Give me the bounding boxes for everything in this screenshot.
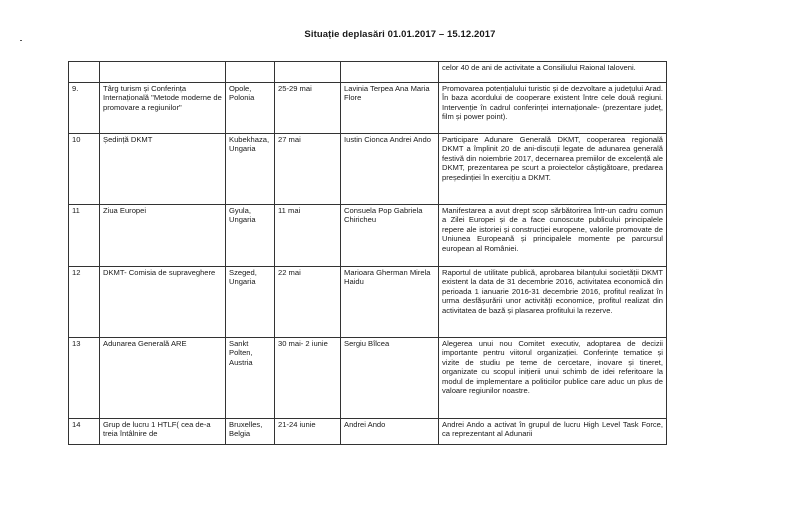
cell-date: 22 mai	[275, 267, 341, 338]
cell-description: Andrei Ando a activat în grupul de lucru High Level Task Force, ca reprezentant al Adunarii	[439, 419, 667, 445]
cell-nr: 14	[69, 419, 100, 445]
cell-people: Andrei Ando	[341, 419, 439, 445]
scan-speck	[20, 40, 22, 41]
cell-event: Adunarea Generală ARE	[100, 338, 226, 419]
cell-date: 11 mai	[275, 205, 341, 267]
cell-description: Participare Adunare Generală DKMT, cooperarea regională DKMT a împlinit 20 de ani-discuții legate de adunarea generală festivă din noiembrie 2017, decernarea premiilor de excelență ale DKMT, prezentarea pe scurt a proiectelor câștigătoare, predarea președinției în exercițiu a DKMT.	[439, 134, 667, 205]
cell-place: Opole, Polonia	[226, 83, 275, 134]
cell-event: Ziua Europei	[100, 205, 226, 267]
cell-event: Ședință DKMT	[100, 134, 226, 205]
cell-people: Lavinia Terpea Ana Maria Flore	[341, 83, 439, 134]
cell-description: celor 40 de ani de activitate a Consiliului Raional Ialoveni.	[439, 62, 667, 83]
table-row	[69, 267, 667, 338]
cell-description: Manifestarea a avut drept scop sărbătorirea într-un cadru comun a Zilei Europei și de a face cunoscute publicului principalele repere ale istoriei și construcției europene, valorile promovate de Uniunea Europeană și principalele momente pe parcursul european al României.	[439, 205, 667, 267]
cell-date	[275, 62, 341, 83]
cell-people: Marioara Gherman Mirela Haidu	[341, 267, 439, 338]
cell-event	[100, 62, 226, 83]
cell-people: Sergiu Bîlcea	[341, 338, 439, 419]
cell-nr: 11	[69, 205, 100, 267]
cell-nr: 12	[69, 267, 100, 338]
table-row	[69, 134, 667, 205]
table-row-continuation	[69, 62, 667, 83]
cell-event: DKMT- Comisia de supraveghere	[100, 267, 226, 338]
cell-nr: 13	[69, 338, 100, 419]
cell-place: Bruxelles, Belgia	[226, 419, 275, 445]
cell-date: 30 mai- 2 iunie	[275, 338, 341, 419]
cell-people: Consuela Pop Gabriela Chiricheu	[341, 205, 439, 267]
cell-place: Sankt Polten, Austria	[226, 338, 275, 419]
cell-place: Szeged, Ungaria	[226, 267, 275, 338]
cell-description: Raportul de utilitate publică, aprobarea bilanțului societății DKMT existent la data de 31 decembrie 2016, activitatea economică din perioada 1 ianuarie 2016-31 decembrie 2016, profitul realizat în urma desfășurării unor activități economice, profitul realizat din activitatea de bază și plasarea profitului la rezerve.	[439, 267, 667, 338]
cell-people: Iustin Cionca Andrei Ando	[341, 134, 439, 205]
cell-date: 25-29 mai	[275, 83, 341, 134]
cell-place: Kubekhaza, Ungaria	[226, 134, 275, 205]
table-row	[69, 205, 667, 267]
cell-description: Alegerea unui nou Comitet executiv, adoptarea de decizii importante pentru viitorul organizației. Conferințe tematice și vizite de studiu pe teme de cercetare, inovare și tineret, organizate cu scopul inițierii unui schimb de idei referitoare la modul de implementare a politicilor publice care aduc un plus de valoare regiunilor noastre.	[439, 338, 667, 419]
cell-nr: 9.	[69, 83, 100, 134]
cell-date: 27 mai	[275, 134, 341, 205]
table-row	[69, 83, 667, 134]
travel-table	[68, 61, 667, 445]
table-row	[69, 419, 667, 445]
cell-nr: 10	[69, 134, 100, 205]
cell-place	[226, 62, 275, 83]
cell-event: Târg turism și Conferința Internațională "Metode moderne de promovare a regiunilor"	[100, 83, 226, 134]
cell-people	[341, 62, 439, 83]
cell-date: 21-24 iunie	[275, 419, 341, 445]
cell-event: Grup de lucru 1 HTLF( cea de-a treia întâlnire de	[100, 419, 226, 445]
cell-place: Gyula, Ungaria	[226, 205, 275, 267]
table-row	[69, 338, 667, 419]
cell-nr	[69, 62, 100, 83]
cell-description: Promovarea potențialului turistic și de dezvoltare a județului Arad. În baza acordului de cooperare existent între cele două regiuni. Intervenție în cadrul conferinței internaționale- (prezentare județ, film și power point).	[439, 83, 667, 134]
page-title: Situație deplasări 01.01.2017 – 15.12.2017	[304, 29, 496, 40]
